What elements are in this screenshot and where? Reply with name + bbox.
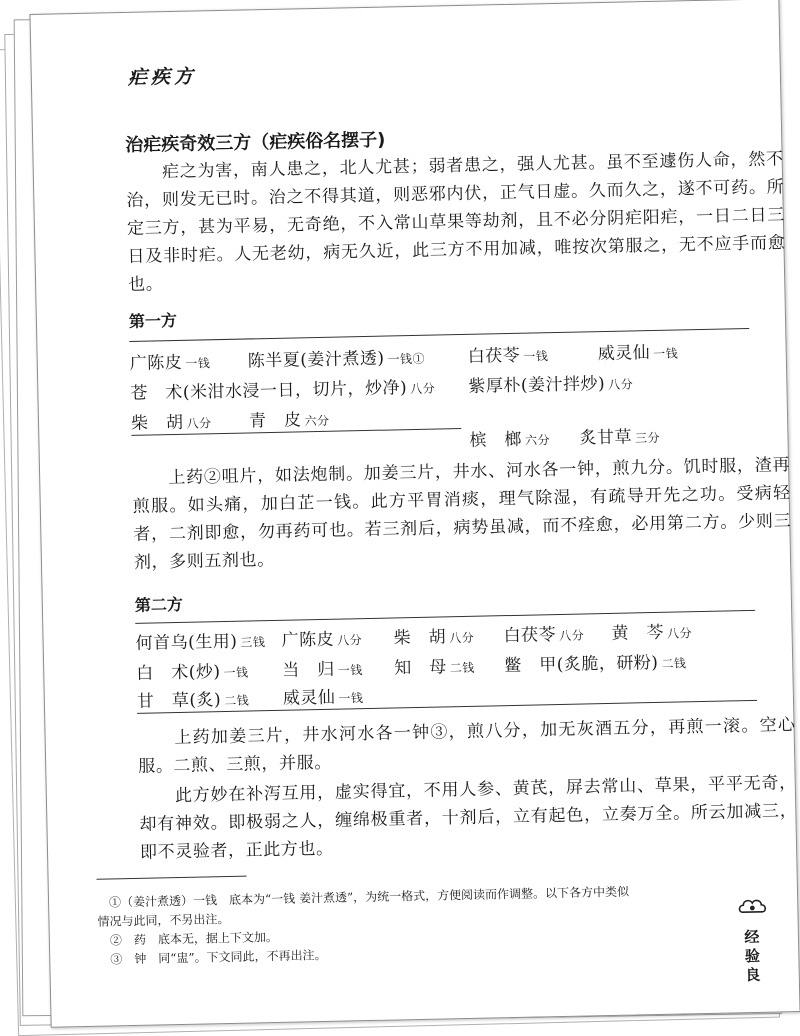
herb-item: 威灵仙 一钱 (597, 343, 679, 365)
herb-item: 鳖 甲(炙脆，研粉) 二钱 (504, 652, 687, 677)
formula2-commentary (139, 769, 799, 867)
herb-item: 黄 芩 八分 (611, 622, 693, 644)
herb-item: 槟 榔 六分 (469, 429, 551, 451)
footnote-1-cont: 情况与此同，不另出注。 (97, 911, 230, 929)
herb-item: 广陈皮 八分 (281, 629, 363, 651)
formula2-commentary-text: 此方妙在补泻互用，虚实得宜，不用人参、黄芪，屏去常山、草果，平平无奇，却有神效。即极弱之人，缠绵极重者，十剂后，立有起色，立奏万全。所云加减三，即不灵验者，正此方也。 (139, 773, 798, 863)
herb-item: 白茯苓 一钱 (467, 345, 549, 367)
book-page (29, 0, 800, 1028)
herb-item: 当 归 一钱 (282, 659, 363, 681)
footnote-rule (97, 876, 247, 880)
chapter-title: 疟疾方 (127, 65, 198, 89)
herb-item: 青 皮 六分 (248, 410, 330, 432)
herb-item: 知 母 二钱 (394, 657, 475, 679)
cloud-ornament-icon (737, 896, 767, 921)
herb-item: 白茯苓 八分 (503, 625, 585, 647)
herb-item: 紫厚朴(姜汁拌炒) 八分 (468, 373, 634, 397)
section-title: 治疟疾奇效三方（疟疾俗名摆子) (125, 129, 386, 156)
formula1-instructions (132, 451, 792, 577)
intro-text: 疟之为害，南人患之，北人尤甚；弱者患之，强人尤甚。虽不至遽伤人命，然不治，则发无已时。治之不得其道，则恶邪内伏，正气日虚。久而久之，遂不可药。所定三方，甚为平易，无奇绝，不入常山草果等劫剂，且不必分阴疟阳疟，一日二日三日及非时疟。人无老幼，病无久近，此三方不用加减，唯按次第服之，无不应手而愈也。 (126, 149, 786, 295)
formula1-title: 第一方 (128, 310, 178, 331)
formula1-instructions-text: 上药②咀片，如法炮制。加姜三片，井水、河水各一钟，煎九分。饥时服，渣再煎服。如头痛，加白芷一钱。此方平胃消痰，理气除湿，有疏导开先之功。受病轻者，二剂即愈，勿再药可也。若三剂后，病势虽减，而不痊愈，必用第二方。少则三剂，多则五剂也。 (132, 455, 792, 573)
herb-item: 陈半夏(姜汁煮透) 一钱① (247, 348, 426, 372)
herb-item: 威灵仙 一钱 (282, 687, 364, 709)
herb-item: 炙甘草 三分 (579, 427, 661, 449)
herb-item: 何首乌(生用) 三钱 (135, 631, 266, 654)
footnote-1: ①（姜汁煮透）一钱 底本为“一钱 姜汁煮透”，为统一格式，方便阅读而作调整。以下各方中类似 (108, 884, 630, 910)
side-badge: 经验良 (744, 927, 761, 985)
formula2-title: 第二方 (134, 594, 184, 615)
footnote-3: ③ 钟 同“盅”。下文同此，不再出注。 (110, 947, 327, 967)
footnote-2: ② 药 底本无，据上下文加。 (109, 929, 279, 948)
herb-item: 柴 胡 八分 (130, 412, 212, 434)
herb-item: 白 术(炒) 一钱 (136, 662, 249, 684)
intro-paragraph (126, 145, 787, 299)
herb-item: 甘 草(炙) 二钱 (136, 690, 250, 712)
herb-item: 柴 胡 八分 (393, 627, 475, 649)
formula2-instructions-text: 上药加姜三片，井水河水各一钟③，煎八分，加无灰酒五分，再煎一滚。空心服。二煎、三煎，并服。 (138, 715, 796, 777)
herb-item: 苍 术(米泔水浸一日，切片，炒净) 八分 (130, 378, 436, 404)
herb-item: 广陈皮 一钱 (129, 352, 211, 374)
